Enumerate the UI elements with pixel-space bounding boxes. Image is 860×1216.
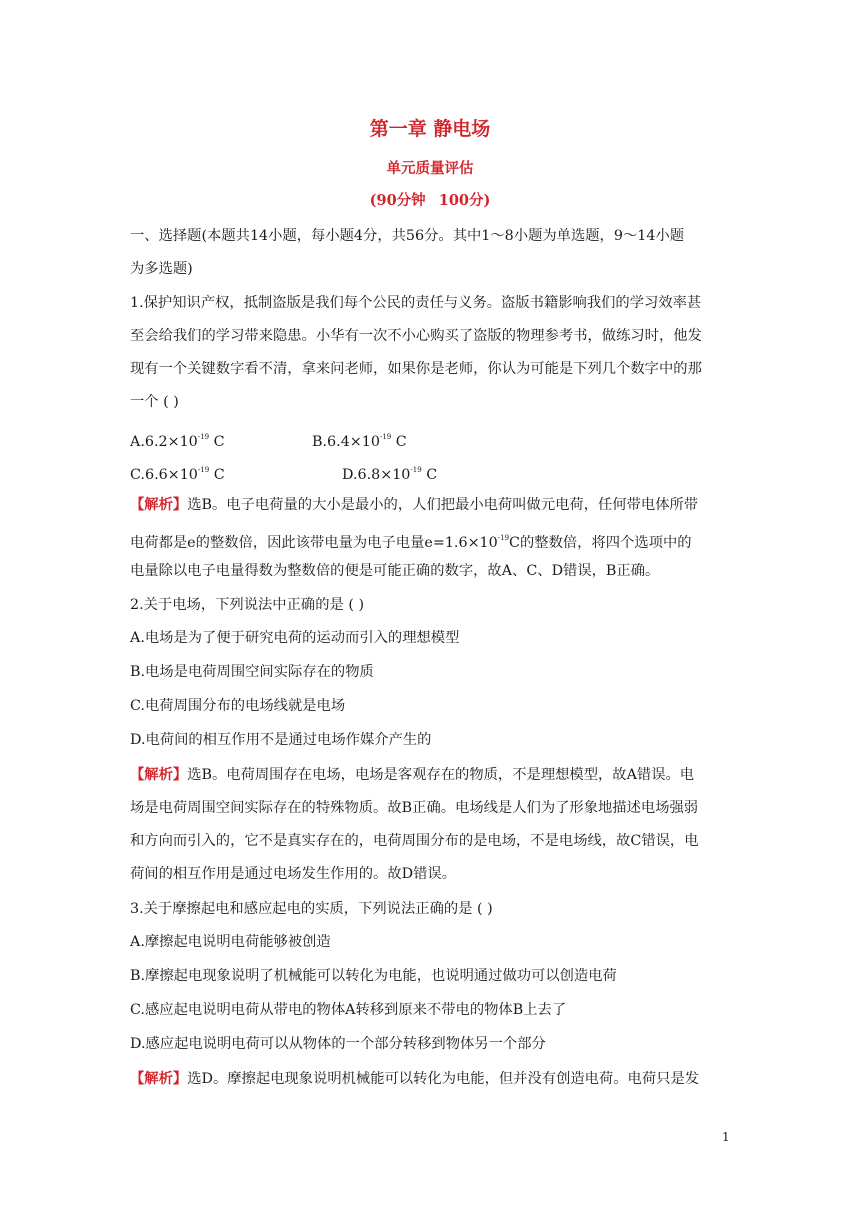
q2-option-a: A.电场是为了便于研究电荷的运动而引入的理想模型: [130, 630, 460, 646]
q1-stem-line-1: 1.保护知识产权，抵制盗版是我们每个公民的责任与义务。盗版书籍影响我们的学习效率甚: [130, 295, 702, 311]
q1-option-d: [342, 460, 437, 485]
q2-option-b: B.电场是电荷周围空间实际存在的物质: [130, 664, 374, 680]
q1-option-a-unit: C: [209, 434, 225, 450]
q1-option-a-base: A.6.2×10: [130, 434, 198, 450]
q1-analysis-line-1: [130, 495, 730, 515]
q2-analysis-line-1: [130, 765, 730, 785]
q3-analysis-text-1: 选D。摩擦起电现象说明机械能可以转化为电能，但并没有创造电荷。电荷只是发: [187, 1071, 700, 1087]
section-heading-line-1: 一、选择题(本题共14小题，每小题4分，共56分。其中1～8小题为单选题，9～14小题: [130, 228, 685, 244]
q1-option-c-unit: C: [209, 467, 225, 483]
q1-option-b-base: B.6.4×10: [312, 434, 380, 450]
q1-option-b-unit: C: [391, 434, 407, 450]
q1-analysis-text-2a: 电荷都是e的整数倍，因此该带电量为电子电量e=1.6×10: [130, 535, 498, 551]
q2-option-c: C.电荷周围分布的电场线就是电场: [130, 698, 346, 714]
q3-stem: 3.关于摩擦起电和感应起电的实质，下列说法正确的是 ( ): [130, 901, 493, 917]
q1-option-b: [312, 427, 407, 452]
q1-analysis-exponent: -19: [497, 534, 510, 542]
q1-analysis-text-1: 选B。电子电荷量的大小是最小的，人们把最小电荷叫做元电荷，任何带电体所带: [187, 497, 699, 513]
q3-option-b: B.摩擦起电现象说明了机械能可以转化为电能，也说明通过做功可以创造电荷: [130, 968, 617, 984]
q3-analysis-tag: 【解析】: [130, 1071, 188, 1087]
time-score-info: (90分钟 100分): [369, 192, 491, 209]
q3-option-d: D.感应起电说明电荷可以从物体的一个部分转移到物体另一个部分: [130, 1036, 546, 1052]
q1-analysis-tag: 【解析】: [130, 497, 188, 513]
q3-analysis-line-1: [130, 1069, 730, 1089]
q1-option-b-exponent: -19: [379, 433, 392, 441]
section-heading-line-2: 为多选题): [130, 261, 193, 277]
q1-option-d-exponent: -19: [410, 466, 422, 474]
q1-analysis-text-2b: C的整数倍，将四个选项中的: [509, 535, 692, 551]
document-subtitle: 单元质量评估: [386, 160, 474, 177]
q2-stem: 2.关于电场，下列说法中正确的是 ( ): [130, 597, 365, 613]
q3-option-a: A.摩擦起电说明电荷能够被创造: [130, 934, 331, 950]
chapter-title: 第一章 静电场: [369, 118, 491, 140]
q1-option-c-base: C.6.6×10: [130, 467, 198, 483]
page-number: 1: [722, 1130, 730, 1144]
q1-stem-line-4: 一个 ( ): [130, 394, 179, 410]
q1-analysis-line-2: [130, 528, 730, 553]
q1-option-d-base: D.6.8×10: [342, 467, 411, 483]
q1-option-d-unit: C: [421, 467, 438, 483]
q1-analysis-line-3: 电量除以电子电量得数为整数倍的便是可能正确的数字，故A、C、D错误，B正确。: [130, 563, 660, 579]
q1-option-a-exponent: -19: [197, 433, 210, 441]
q1-option-c: [130, 460, 225, 485]
q2-analysis-line-3: 和方向而引入的，它不是真实存在的，电荷周围分布的是电场，不是电场线，故C错误，电: [130, 833, 699, 849]
q2-analysis-line-2: 场是电荷周围空间实际存在的特殊物质。故B正确。电场线是人们为了形象地描述电场强弱: [130, 800, 699, 816]
q1-stem-line-3: 现有一个关键数字看不清，拿来问老师，如果你是老师，你认为可能是下列几个数字中的那: [130, 361, 702, 377]
q2-analysis-line-4: 荷间的相互作用是通过电场发生作用的。故D错误。: [130, 866, 456, 882]
q1-stem-line-2: 至会给我们的学习带来隐患。小华有一次不小心购买了盗版的物理参考书，做练习时，他发: [130, 328, 702, 344]
q2-analysis-text-1: 选B。电荷周围存在电场，电场是客观存在的物质，不是理想模型，故A错误。电: [187, 767, 695, 783]
q1-option-a: [130, 427, 225, 452]
q2-analysis-tag: 【解析】: [130, 767, 188, 783]
q3-option-c: C.感应起电说明电荷从带电的物体A转移到原来不带电的物体B上去了: [130, 1002, 567, 1018]
q1-option-c-exponent: -19: [197, 466, 210, 474]
q2-option-d: D.电荷间的相互作用不是通过电场作媒介产生的: [130, 732, 432, 748]
